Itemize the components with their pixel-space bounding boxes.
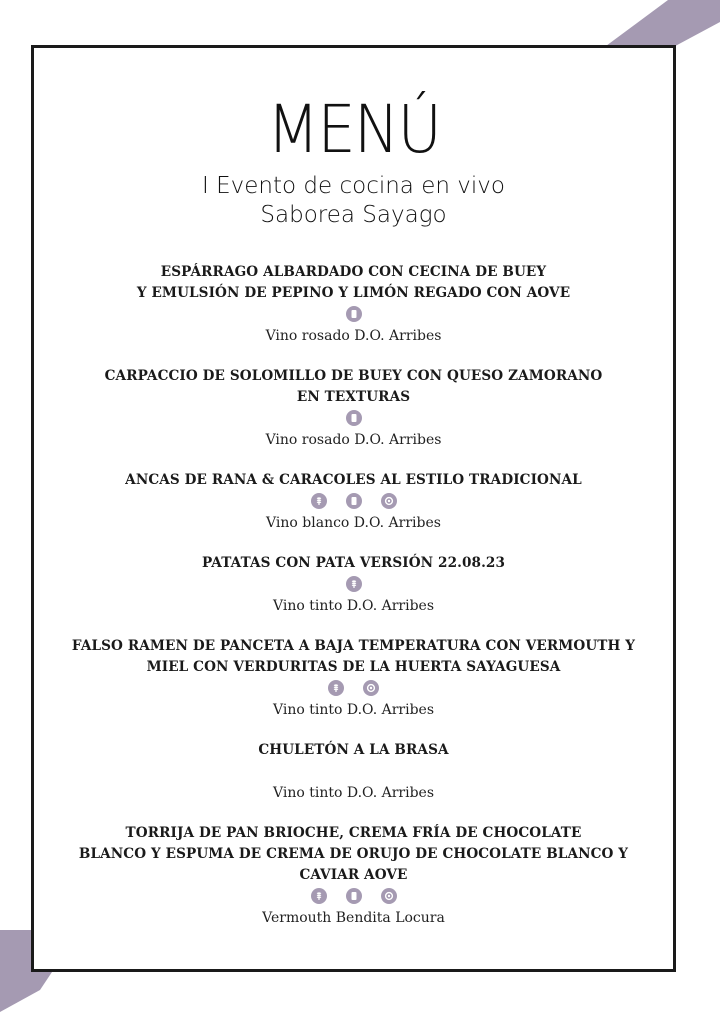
menu-title: MENÚ	[266, 91, 441, 168]
dish-name	[34, 366, 673, 408]
course-patatas	[34, 553, 673, 616]
allergen-icons	[34, 493, 673, 511]
dish-line: PATATAS CON PATA VERSIÓN 22.08.23	[201, 555, 506, 571]
course-carpaccio	[34, 366, 673, 450]
course-torrija	[34, 823, 673, 928]
dish-name	[34, 636, 673, 678]
dish-name	[34, 553, 673, 574]
subtitle-event: I Evento de cocina en vivo	[202, 173, 505, 199]
wheat-icon	[311, 888, 327, 904]
allergen-icons	[34, 680, 673, 698]
dish-line: EN TEXTURAS	[296, 389, 411, 405]
glass-icon	[346, 410, 362, 426]
dish-line: MIEL CON VERDURITAS DE LA HUERTA SAYAGUESA	[146, 659, 561, 675]
wine-pairing: Vino tinto D.O. Arribes	[273, 785, 434, 801]
menu-card	[31, 45, 676, 972]
wine-pairing: Vino rosado D.O. Arribes	[265, 432, 442, 448]
dish-name	[34, 262, 673, 304]
shellfish-icon	[381, 493, 397, 509]
dish-line: TORRIJA DE PAN BRIOCHE, CREMA FRÍA DE CHOCOLATE	[125, 825, 582, 841]
dish-name	[34, 823, 673, 886]
dish-line: BLANCO Y ESPUMA DE CREMA DE ORUJO DE CHOCOLATE BLANCO Y	[78, 846, 629, 862]
allergen-icons	[34, 306, 673, 324]
course-ancas-rana	[34, 470, 673, 533]
glass-icon	[346, 888, 362, 904]
dish-line: ESPÁRRAGO ALBARDADO CON CECINA DE BUEY	[160, 264, 547, 280]
dish-name	[34, 740, 673, 761]
course-falso-ramen	[34, 636, 673, 720]
course-chuleton	[34, 740, 673, 803]
menu-subtitle	[34, 172, 673, 230]
glass-icon	[346, 493, 362, 509]
dish-line: CARPACCIO DE SOLOMILLO DE BUEY CON QUESO ZAMORANO	[104, 368, 603, 384]
wine-pairing: Vermouth Bendita Locura	[262, 910, 445, 926]
wine-pairing: Vino rosado D.O. Arribes	[265, 328, 442, 344]
allergen-icons	[34, 763, 673, 781]
wine-pairing: Vino tinto D.O. Arribes	[273, 702, 434, 718]
subtitle-name: Saborea Sayago	[260, 202, 447, 228]
dish-line: CHULETÓN A LA BRASA	[258, 742, 449, 758]
wheat-icon	[328, 680, 344, 696]
glass-icon	[346, 306, 362, 322]
wheat-icon	[311, 493, 327, 509]
allergen-icons	[34, 576, 673, 594]
shellfish-icon	[363, 680, 379, 696]
dish-line: ANCAS DE RANA & CARACOLES AL ESTILO TRADICIONAL	[125, 472, 582, 488]
course-esparrago	[34, 262, 673, 346]
dish-name	[34, 470, 673, 491]
wine-pairing: Vino blanco D.O. Arribes	[266, 515, 441, 531]
wine-pairing: Vino tinto D.O. Arribes	[273, 598, 434, 614]
allergen-icons	[34, 888, 673, 906]
shellfish-icon	[381, 888, 397, 904]
allergen-icons	[34, 410, 673, 428]
wheat-icon	[346, 576, 362, 592]
dish-line: CAVIAR AOVE	[299, 867, 408, 883]
dish-line: Y EMULSIÓN DE PEPINO Y LIMÓN REGADO CON AOVE	[136, 285, 571, 301]
dish-line: FALSO RAMEN DE PANCETA A BAJA TEMPERATURA CON VERMOUTH Y	[71, 638, 636, 654]
